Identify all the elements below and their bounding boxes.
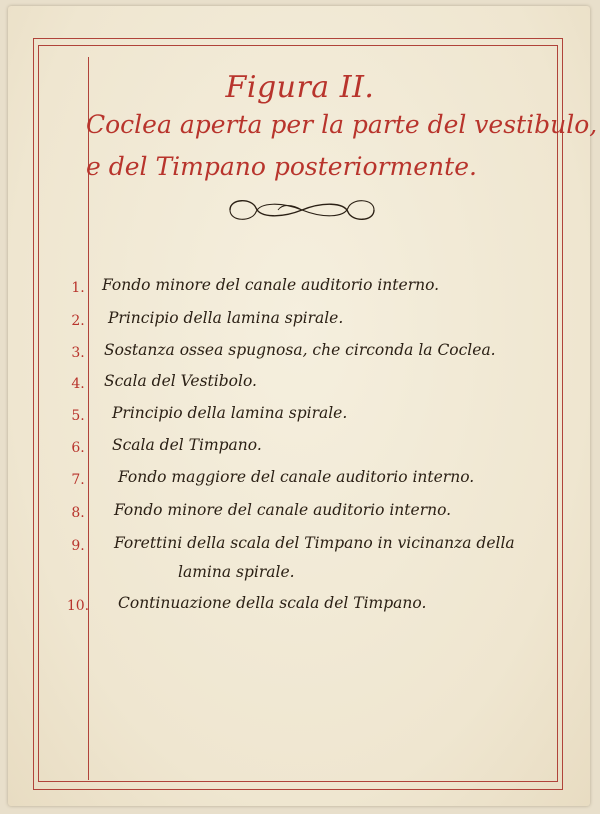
item-text-5: Principio della lamina spirale. bbox=[112, 404, 348, 422]
item-text-4: Scala del Vestibolo. bbox=[104, 372, 257, 390]
item-number-5: 5. bbox=[71, 408, 85, 424]
item-number-9: 9. bbox=[71, 538, 85, 554]
item-text-9-continuation: lamina spirale. bbox=[178, 563, 295, 581]
page-title: Figura II. bbox=[225, 70, 375, 105]
item-number-2: 2. bbox=[71, 313, 85, 329]
item-number-8: 8. bbox=[71, 505, 85, 521]
item-text-10: Continuazione della scala del Timpano. bbox=[118, 594, 427, 612]
item-text-7: Fondo maggiore del canale auditorio interno. bbox=[118, 468, 475, 486]
item-number-4: 4. bbox=[71, 376, 85, 392]
item-number-1: 1. bbox=[71, 280, 85, 296]
item-text-8: Fondo minore del canale auditorio interno. bbox=[114, 501, 452, 519]
item-text-1: Fondo minore del canale auditorio interno. bbox=[102, 276, 440, 294]
item-text-3: Sostanza ossea spugnosa, che circonda la Coclea. bbox=[104, 341, 496, 359]
item-text-9: Forettini della scala del Timpano in vicinanza della bbox=[114, 534, 515, 552]
item-text-2: Principio della lamina spirale. bbox=[108, 309, 344, 327]
subtitle-line-1: Coclea aperta per la parte del vestibulo, bbox=[86, 110, 598, 139]
item-number-10: 10. bbox=[66, 598, 90, 614]
item-number-7: 7. bbox=[71, 472, 85, 488]
item-number-3: 3. bbox=[71, 345, 85, 361]
flourish-ornament bbox=[222, 192, 382, 228]
item-number-6: 6. bbox=[71, 440, 85, 456]
item-text-6: Scala del Timpano. bbox=[112, 436, 262, 454]
subtitle-line-2: e del Timpano posteriormente. bbox=[86, 152, 477, 181]
